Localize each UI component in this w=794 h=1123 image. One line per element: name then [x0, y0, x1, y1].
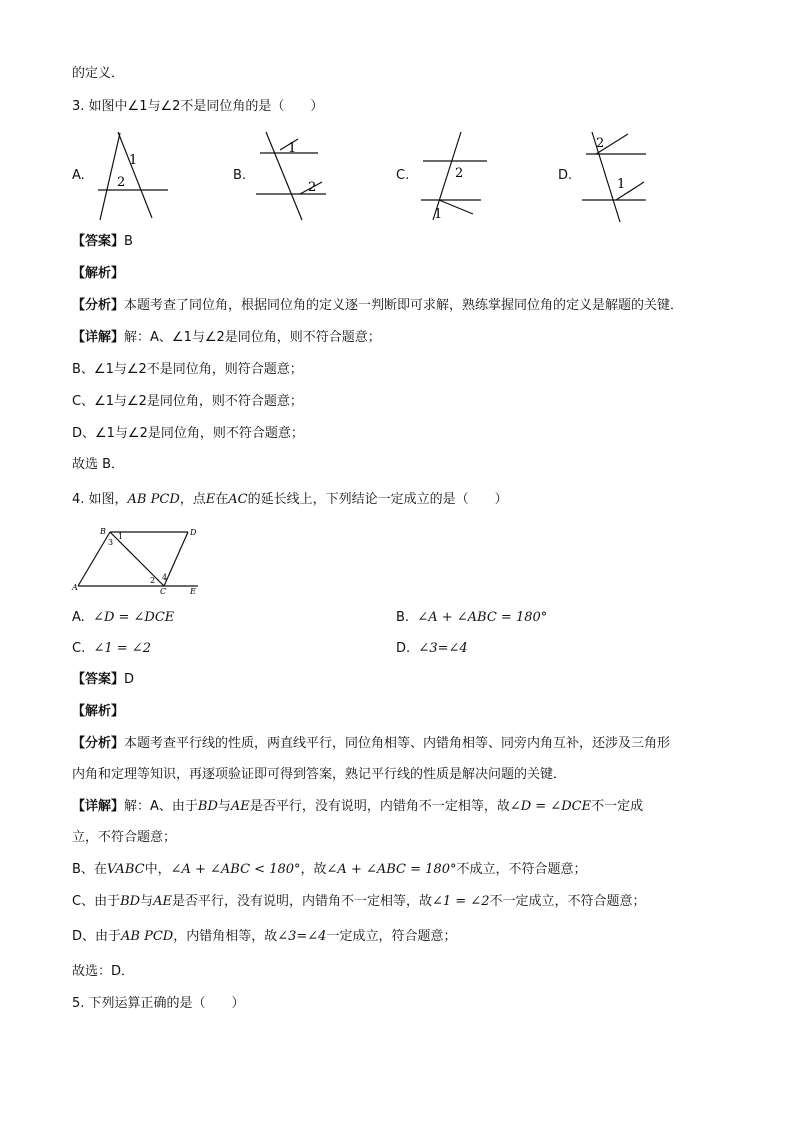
option-expr: ∠D = ∠DCE: [93, 610, 175, 625]
text: 解：A、∠1与∠2是同位角，则不符合题意；: [124, 330, 381, 345]
q4-option-d: [396, 640, 468, 658]
q3-figure-b: [252, 128, 332, 224]
text: ，内错角相等，故: [173, 929, 278, 944]
math: ∠A + ∠ABC < 180°: [170, 862, 301, 877]
q4-conclusion: [72, 963, 134, 981]
point-d: D: [190, 528, 197, 537]
option-label: B.: [396, 610, 410, 625]
q3-detail-4: [72, 425, 304, 443]
q3-figure-c: [415, 128, 495, 224]
answer-value: B: [124, 234, 133, 249]
q3a-angle-1: 1: [129, 153, 138, 168]
q3-jiexi: [72, 265, 124, 283]
q3-conclusion: [72, 456, 124, 474]
q3-figure-a: [90, 128, 170, 224]
math: AE: [230, 799, 250, 814]
text: 是否平行，没有说明，内错角不一定相等，故: [249, 799, 510, 814]
math: ∠D = ∠DCE: [509, 799, 592, 814]
math: E: [205, 492, 216, 507]
text: B、在: [72, 862, 107, 877]
text: C、由于: [72, 894, 121, 909]
math: BD: [120, 894, 141, 909]
q4-option-c: [72, 640, 151, 658]
option-label: C.: [72, 641, 86, 656]
text: 不一定成: [591, 799, 644, 814]
question-5-title: [72, 995, 245, 1013]
q4-fenxi-1: [72, 735, 670, 753]
math: VABC: [106, 862, 145, 877]
math: AC: [228, 492, 248, 507]
math: ∠1 = ∠2: [431, 894, 490, 909]
text: 解：A、由于: [124, 799, 198, 814]
q4-option-b: [396, 609, 547, 627]
text: B、∠1与∠2不是同位角，则符合题意；: [72, 362, 303, 377]
option-expr: ∠1 = ∠2: [93, 641, 151, 656]
point-e: E: [190, 587, 196, 596]
text: 故选：D．: [72, 964, 135, 979]
text: 的定义．: [72, 66, 125, 81]
text: C、∠1与∠2是同位角，则不符合题意；: [72, 394, 303, 409]
text-line: [72, 65, 124, 83]
q3d-angle-1: 1: [617, 177, 626, 192]
q4-jiexi: [72, 703, 124, 721]
q4-answer: [72, 671, 134, 689]
q4-detail-1-cont: [72, 829, 176, 847]
math: AB PCD: [121, 929, 174, 944]
q3-answer: [72, 233, 133, 251]
angle-1: 1: [118, 532, 124, 541]
text: 与: [217, 799, 231, 814]
angle-4: 4: [162, 573, 168, 582]
text: 【分析】: [72, 298, 125, 313]
math: ∠A + ∠ABC = 180°: [326, 862, 457, 877]
question-3-title: [72, 98, 323, 116]
text: 中，: [144, 862, 171, 877]
point-b: B: [100, 527, 106, 536]
question-4-title: [72, 491, 508, 509]
q3-detail-3: [72, 393, 303, 411]
point-a: A: [72, 583, 78, 592]
q3a-angle-2: 2: [117, 175, 126, 190]
math: BD: [197, 799, 218, 814]
text: 与: [140, 894, 154, 909]
q3b-angle-1: 1: [288, 141, 297, 156]
option-label: A.: [72, 610, 85, 625]
q3c-angle-2: 2: [455, 166, 464, 181]
math: AB PCD: [127, 492, 180, 507]
text: 4. 如图，: [72, 492, 128, 507]
q4-fenxi-2: [72, 766, 566, 784]
text: 不成立，不符合题意；: [456, 862, 587, 877]
option-expr: ∠A + ∠ABC = 180°: [417, 610, 548, 625]
text: 【解析】: [72, 704, 125, 719]
math: AE: [153, 894, 172, 909]
text: D、由于: [72, 929, 122, 944]
point-c: C: [160, 587, 167, 596]
text: 【分析】: [72, 736, 125, 751]
text: 在: [215, 492, 229, 507]
q4-detail-1: [72, 798, 643, 816]
angle-2: 2: [150, 576, 156, 585]
q4-detail-4: [72, 928, 456, 946]
q3b-angle-2: 2: [308, 180, 317, 195]
q3-detail-1: [72, 329, 381, 347]
text: 一定成立，符合题意；: [326, 929, 457, 944]
q3-detail-2: [72, 361, 303, 379]
option-label: D.: [396, 641, 411, 656]
answer-tag: 【答案】: [72, 672, 125, 687]
text: 是否平行，没有说明，内错角不一定相等，故: [171, 894, 432, 909]
text: ，点: [179, 492, 206, 507]
text: 立，不符合题意；: [72, 830, 177, 845]
text: 本题考查了同位角，根据同位角的定义逐一判断即可求解，熟练掌握同位角的定义是解题的关键．: [124, 298, 684, 313]
text: 【详解】: [72, 799, 125, 814]
q3-option-a-label: A.: [72, 168, 85, 183]
text: 3. 如图中∠1与∠2不是同位角的是（ ）: [72, 99, 324, 114]
answer-tag: 【答案】: [72, 234, 125, 249]
text: 的延长线上，下列结论一定成立的是（ ）: [247, 492, 508, 507]
q3-option-b-label: B.: [233, 168, 247, 183]
text: 不一定成立，不符合题意；: [489, 894, 646, 909]
q4-detail-3: [72, 893, 645, 911]
text: 【详解】: [72, 330, 125, 345]
q3c-angle-1: 1: [434, 207, 443, 222]
q4-option-a: [72, 609, 174, 627]
q4-figure: [70, 524, 210, 598]
math: ∠3=∠4: [277, 929, 327, 944]
answer-value: D: [124, 672, 135, 687]
q4-detail-2: [72, 861, 586, 879]
q3-figure-d: [578, 128, 658, 224]
text: D、∠1与∠2是同位角，则不符合题意；: [72, 426, 304, 441]
text: 内角和定理等知识，再逐项验证即可得到答案，熟记平行线的性质是解决问题的关键．: [72, 767, 567, 782]
text: 【解析】: [72, 266, 125, 281]
text: ，故: [300, 862, 327, 877]
option-expr: ∠3=∠4: [418, 641, 468, 656]
q3-option-d-label: D.: [558, 168, 573, 183]
text: 故选 B．: [72, 457, 125, 472]
text: 本题考查平行线的性质，两直线平行，同位角相等、内错角相等、同旁内角互补，还涉及三角形: [124, 736, 671, 751]
q3-fenxi: [72, 297, 683, 315]
q3d-angle-2: 2: [596, 136, 605, 151]
q3-option-c-label: C.: [396, 168, 410, 183]
angle-3: 3: [108, 538, 114, 547]
text: 5. 下列运算正确的是（ ）: [72, 996, 245, 1011]
